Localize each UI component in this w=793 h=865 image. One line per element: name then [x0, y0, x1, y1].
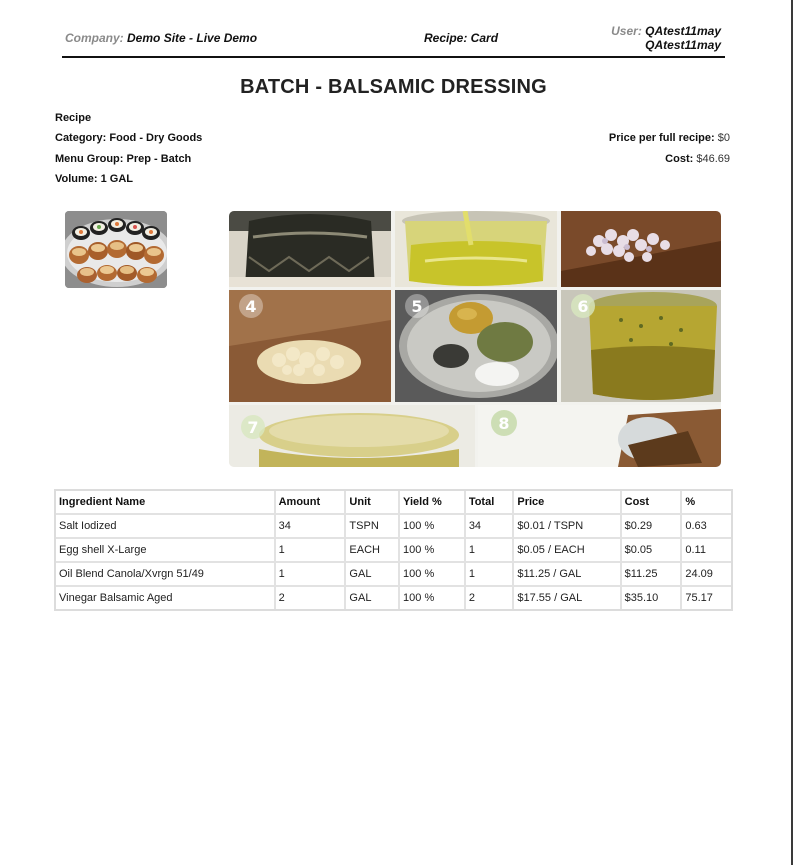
cell-percent: 0.63 — [682, 515, 731, 539]
step-6-tile — [561, 290, 721, 402]
cell-price: $11.25 / GAL — [514, 563, 621, 587]
cell-yield: 100 % — [400, 587, 466, 609]
cost-info — [665, 153, 730, 165]
cell-ingredient-name: Egg shell X-Large — [56, 539, 276, 563]
step-7-tile — [229, 405, 475, 467]
cell-total: 2 — [466, 587, 515, 609]
cell-unit: GAL — [346, 563, 400, 587]
price-label: Price per full recipe: — [608, 132, 715, 144]
table-row — [56, 515, 731, 539]
cell-unit: GAL — [346, 587, 400, 609]
col-percent: % — [682, 491, 731, 515]
menu-group-info: Menu Group: Prep - Batch — [55, 153, 192, 165]
col-yield: Yield % — [400, 491, 466, 515]
step-6-number: 6 — [577, 297, 589, 316]
cell-price: $0.05 / EACH — [514, 539, 621, 563]
cell-total: 1 — [466, 539, 515, 563]
user-name-line1: QAtest11may — [645, 24, 721, 38]
cell-cost: $35.10 — [622, 587, 683, 609]
cell-ingredient-name: Vinegar Balsamic Aged — [56, 587, 276, 609]
table-row — [56, 563, 731, 587]
table-row — [56, 539, 731, 563]
cell-percent: 24.09 — [682, 563, 731, 587]
cell-cost: $0.05 — [622, 539, 683, 563]
company-info — [65, 31, 257, 45]
cost-value: $46.69 — [696, 153, 730, 165]
table-header-row — [56, 491, 731, 515]
report-header — [62, 22, 725, 58]
step-3-tile — [561, 211, 721, 287]
user-info — [611, 24, 721, 52]
cell-price: $0.01 / TSPN — [514, 515, 621, 539]
col-cost: Cost — [622, 491, 683, 515]
ingredients-table — [54, 489, 733, 611]
cell-ingredient-name: Salt Iodized — [56, 515, 276, 539]
cell-unit: TSPN — [346, 515, 400, 539]
step-8-number: 8 — [498, 414, 510, 433]
recipe-steps-collage-image — [229, 211, 721, 467]
cell-amount: 1 — [276, 563, 347, 587]
user-label: User: — [611, 24, 642, 38]
cell-cost: $0.29 — [622, 515, 683, 539]
cell-amount: 2 — [276, 587, 347, 609]
col-unit: Unit — [346, 491, 400, 515]
step-5-tile — [395, 290, 557, 402]
recipe-label: Recipe — [55, 112, 92, 124]
step-4-number: 4 — [245, 297, 257, 316]
cell-total: 34 — [466, 515, 515, 539]
cell-cost: $11.25 — [622, 563, 683, 587]
step-1-tile — [229, 211, 391, 287]
page-title: BATCH - BALSAMIC DRESSING — [240, 76, 547, 98]
cell-ingredient-name: Oil Blend Canola/Xvrgn 51/49 — [56, 563, 276, 587]
cell-unit: EACH — [346, 539, 400, 563]
step-7-number: 7 — [247, 418, 259, 437]
cell-total: 1 — [466, 563, 515, 587]
cell-percent: 0.11 — [682, 539, 731, 563]
company-label: Company: — [65, 31, 124, 45]
cell-yield: 100 % — [400, 563, 466, 587]
col-price: Price — [514, 491, 621, 515]
recipe-thumbnail-image — [65, 211, 167, 288]
step-8-tile — [478, 405, 721, 467]
company-value: Demo Site - Live Demo — [127, 31, 258, 45]
cell-yield: 100 % — [400, 515, 466, 539]
cost-label: Cost: — [665, 153, 694, 165]
table-row — [56, 587, 731, 609]
col-total: Total — [466, 491, 515, 515]
step-5-number: 5 — [411, 297, 423, 316]
recipe-type: Recipe: Card — [424, 31, 499, 45]
step-2-tile — [395, 211, 557, 287]
cell-amount: 1 — [276, 539, 347, 563]
cell-yield: 100 % — [400, 539, 466, 563]
user-name-line2: QAtest11may — [645, 38, 721, 52]
price-value: $0 — [717, 132, 730, 144]
category-info: Category: Food - Dry Goods — [55, 132, 203, 144]
cell-amount: 34 — [276, 515, 347, 539]
step-4-tile — [229, 290, 391, 402]
col-ingredient-name: Ingredient Name — [56, 491, 276, 515]
volume-info: Volume: 1 GAL — [55, 173, 134, 185]
cell-percent: 75.17 — [685, 592, 713, 604]
cell-price: $17.55 / GAL — [514, 587, 621, 609]
col-amount: Amount — [276, 491, 347, 515]
price-info — [609, 132, 730, 144]
